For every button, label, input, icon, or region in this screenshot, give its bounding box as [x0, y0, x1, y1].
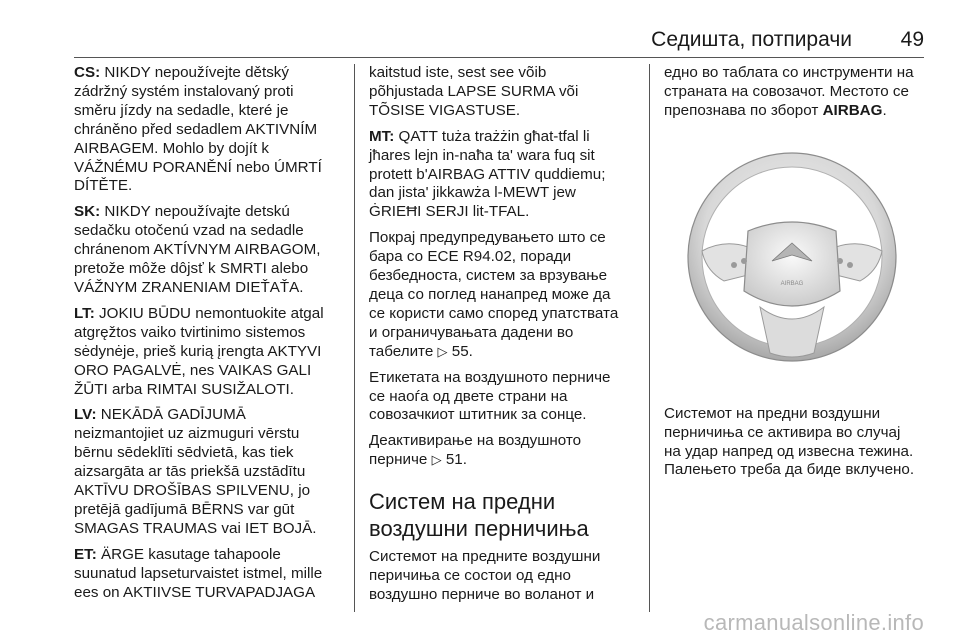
steering-wheel-icon	[664, 131, 926, 391]
front-airbag-cont: едно во таблата со инструменти на страната на совозачот. Местото се препознава по зборот AIRBAG.	[664, 64, 914, 119]
page-header	[0, 0, 960, 60]
warning-lt: LT: JOKIU BŪDU nemontuokite atgal atgręžtos vaiko tvirtinimo sistemos sėdynėje, prieš kurią įrengta AKTYVI ORO PAGALVĖ, nes VAIKAS GALI ŽŪTI arba RIMTAI SUSIŽALOTI.	[74, 304, 324, 398]
column-divider-2	[649, 64, 650, 612]
warning-lv: LV: NEKĀDĀ GADĪJUMĀ neizmantojiet uz aizmuguri vērstu bērnu sēdeklīti sēdvietā, kas tiek aizsargāta ar tās priekšā uzstādītu AKTĪVU DROŠĪBAS SPILVENU, jo pretējā gadījumā BĒRNS var gūt SMAGAS TRAUMAS vai IET BOJĀ.	[74, 406, 317, 537]
warning-et: ET: ÄRGE kasutage tahapoole suunatud lapseturvaistet istmel, mille ees on AKTIIVSE TURVAPADJAGA	[74, 545, 323, 601]
column-3	[664, 64, 926, 487]
page-ref-link[interactable]: 51.	[445, 451, 467, 469]
lang-label-lt: LT:	[74, 304, 95, 322]
deactivation-note: Деактивирање на воздушното перниче ▷ 51.	[369, 432, 582, 469]
lang-label-mt: MT:	[369, 127, 395, 145]
page-title: Седишта, потпирачи	[651, 28, 852, 51]
warning-cs: CS: NIKDY nepoužívejte dětský zádržný systém instalovaný proti směru jízdy na sedadle, které je chráněno před sedadlem AKTIVNÍM AIRBAGEM. Mohlo by dojít k VÁŽNÉMU PORANĚNÍ nebo ÚMRTÍ DÍTĚTE.	[74, 64, 322, 195]
column-divider-1	[354, 64, 355, 612]
figure-caption: Системот на предни воздушни перничиња се активира во случај на удар напред од извесна тежина. Палењето треба да биде вклучено.	[664, 404, 915, 479]
front-airbag-intro: Системот на предните воздушни перичиња се состои од едно воздушно перниче во воланот и	[369, 548, 601, 603]
airbag-word: AIRBAG	[822, 101, 883, 119]
watermark: carmanualsonline.info	[703, 610, 924, 635]
page-ref-link[interactable]: 55.	[451, 342, 473, 360]
page-number: 49	[900, 28, 924, 51]
warning-mt: MT: QATT tuża trażżin għat-tfal li jħares lejn in-naħa ta' wara fuq sit protett b'AIRBAG ATTIV quddiemu; dan jista' jikkawża l-MEWT jew ĠRIEĦI SERJI lit-TFAL.	[369, 127, 606, 221]
warning-sk: SK: NIKDY nepoužívajte detskú sedačku otočenú vzad na sedadle chránenom AKTÍVNYM AIRBAGOM, pretože môže dôjsť k SMRTI alebo VÁŽNYM ZRANENIAM DIEŤAŤA.	[74, 203, 321, 296]
forward-facing-note: Покрај предупредувањето што се бара со ECE R94.02, поради безбедноста, систем за врзување деца со поглед нанапред може да се користи само според упатствата и ограничувањата дадени во табелите ▷ 55.	[369, 229, 619, 360]
lang-label-et: ET:	[74, 545, 97, 563]
column-1	[74, 64, 346, 609]
lang-label-cs: CS:	[74, 64, 101, 81]
arrow-ref-icon: ▷	[431, 452, 442, 468]
svg-text:AIRBAG: AIRBAG	[780, 280, 804, 287]
header-rule	[74, 57, 924, 58]
arrow-ref-icon: ▷	[437, 343, 448, 359]
section-heading: Систем на предни воздушни перничиња	[369, 489, 589, 542]
steering-wheel-illustration	[664, 131, 926, 391]
warning-et-cont: kaitstud iste, sest see võib põhjustada LAPSE SURMA või TÕSISE VIGASTUSE.	[369, 64, 579, 119]
column-2	[369, 64, 637, 612]
airbag-label-note: Етикетата на воздушното перниче се наоѓа од двете страни на совозачкиот штитник за сонце.	[369, 368, 611, 424]
lang-label-lv: LV:	[74, 406, 97, 424]
lang-label-sk: SK:	[74, 203, 101, 221]
